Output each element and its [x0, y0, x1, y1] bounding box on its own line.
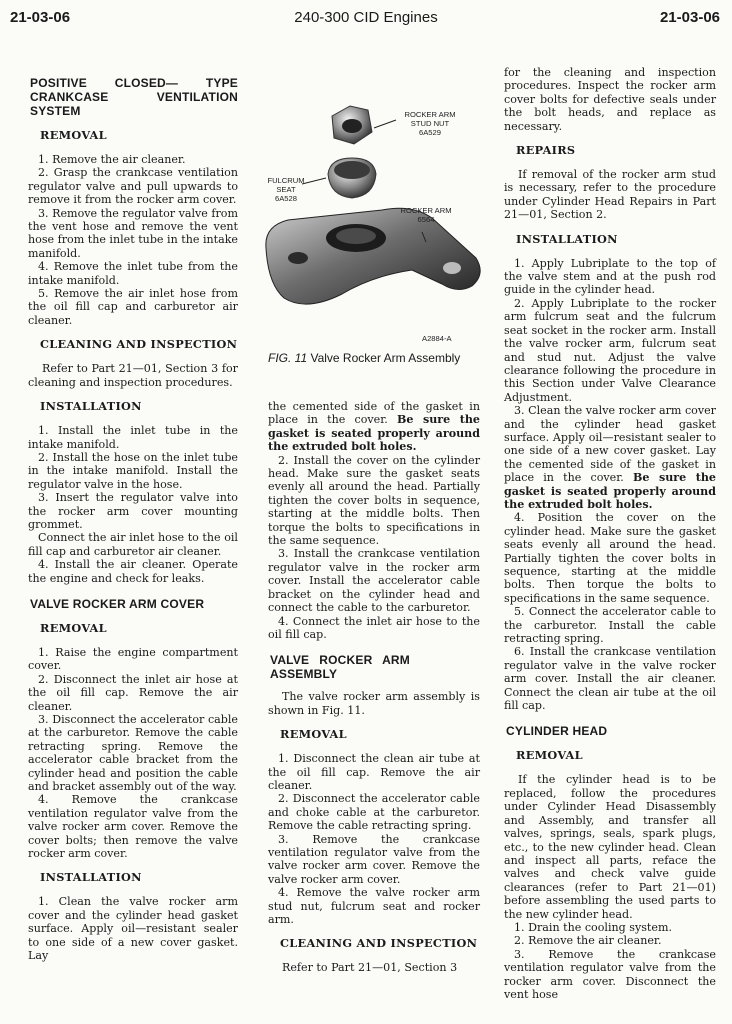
step: 2. Disconnect the inlet air hose at the oil fill cap. Remove the air cleaner. [28, 672, 238, 713]
heading-removal: REMOVAL [40, 128, 107, 142]
step: Connect the air inlet hose to the oil fill cap and carburetor air cleaner. [28, 531, 238, 558]
step: 1. Install the inlet tube in the intake manifold. [28, 424, 238, 451]
step: 3. Remove the crankcase ventilation regulator valve from the rocker arm cover. Disconnect the vent hose [504, 947, 716, 1001]
paragraph: If the cylinder head is to be replaced, follow the procedures under Cylinder Head Disassembly and Assembly, and transfer all valves, springs, seals, spark plugs, etc., to the new cylinder head. Clean and inspect all parts, reface the valves and check valve guide clearances (refer to Part 21—01) before assembling the used parts to the new cylinder head. [504, 773, 716, 921]
step: 2. Install the cover on the cylinder head. Make sure the gasket seats evenly all around the head. Partially tighten the cover bolts in sequence, starting at the middle bolts. Then torque the bolts to specifications in the same sequence. [268, 453, 480, 548]
step: 5. Connect the accelerator cable to the carburetor. Install the cable retracting spring. [504, 605, 716, 646]
paragraph: Refer to Part 21—01, Section 3 for cleaning and inspection procedures. [28, 362, 238, 389]
step: 1. Remove the air cleaner. [38, 153, 186, 166]
step: 2. Remove the air cleaner. [514, 934, 662, 948]
step: 4. Remove the valve rocker arm stud nut, fulcrum seat and rocker arm. [268, 886, 480, 926]
figure-code: A2884-A [422, 334, 452, 343]
step: 4. Install the air cleaner. Operate the engine and check for leaks. [28, 558, 238, 585]
label-fulcrum-seat: FULCRUM SEAT 6A528 [267, 176, 305, 203]
step: 6. Install the crankcase ventilation regulator valve in the valve rocker arm cover. Install the air cleaner. Connect the clean air tube at the oil fill cap. [504, 645, 716, 713]
step: 3. Install the crankcase ventilation regulator valve in the rocker arm cover. Install the accelerator cable bracket on the cylinder head and connect the cable to the carburetor. [268, 547, 480, 615]
heading-installation: INSTALLATION [516, 231, 618, 246]
column-middle [268, 400, 480, 975]
step: 3. Remove the crankcase ventilation regulator valve from the valve rocker arm cover. Remove the valve rocker arm cover. [268, 832, 480, 886]
page-number-right: 21-03-06 [659, 9, 720, 26]
step: 2. Disconnect the accelerator cable and choke cable at the carburetor. Remove the cable retracting spring. [268, 792, 480, 833]
step: 2. Apply Lubriplate to the rocker arm fulcrum seat and the fulcrum seat socket in the rocker arm. Install the valve rocker arm, fulcrum seat and stud nut. Adjust the valve clearance following the procedure in this Section under Valve Clearance Adjustment. [504, 296, 716, 404]
step: 3. Disconnect the accelerator cable at the carburetor. Remove the cable retracting spring. Remove the accelerator cable bracket from the cylinder head and position the cable and bracket assembly out of the way. [28, 713, 238, 794]
figure-number: FIG. 11 [268, 351, 308, 365]
paragraph: for the cleaning and inspection procedures. Inspect the rocker arm cover bolts for defective seals under the bolt heads, and replace as necessary. [504, 66, 716, 133]
step: 3. Remove the regulator valve from the vent hose and remove the vent hose from the inlet tube in the intake manifold. [28, 206, 238, 260]
step: 1. Apply Lubriplate to the top of the valve stem and at the push rod guide in the cylinder head. [504, 256, 716, 297]
step: 2. Grasp the crankcase ventilation regulator valve and pull upwards to remove it from the rocker arm cover. [28, 166, 238, 207]
heading-installation: INSTALLATION [40, 870, 142, 885]
step: 3. Clean the valve rocker arm cover and the cylinder head gasket surface. Apply oil—resistant sealer to one side of a new cover gasket. Lay the cemented side of the gasket in place in the cover. Be sure the gasket is seated properly around the extruded bolt holes. [504, 404, 716, 511]
step: 4. Remove the inlet tube from the intake manifold. [28, 260, 238, 287]
page-number-left: 21-03-06 [10, 9, 71, 26]
step: 1. Disconnect the clean air tube at the oil fill cap. Remove the air cleaner. [268, 752, 480, 792]
step: 3. Insert the regulator valve into the rocker arm cover mounting grommet. [28, 491, 238, 531]
label-rocker-arm: ROCKER ARM 6564 [400, 206, 452, 224]
figure-title: Valve Rocker Arm Assembly [310, 351, 461, 365]
column-right [504, 66, 716, 1001]
heading-installation: INSTALLATION [40, 399, 142, 414]
heading-pcv-system: POSITIVE CLOSED— TYPE CRANKCASE VENTILATION SYSTEM [30, 76, 238, 118]
stud-nut-shape [332, 106, 372, 144]
step: 5. Remove the air inlet hose from the oil fill cap and carburetor air cleaner. [28, 287, 238, 327]
heading-removal: REMOVAL [516, 748, 583, 763]
heading-cleaning-inspection: CLEANING AND INSPECTION [280, 936, 478, 951]
paragraph: the cemented side of the gasket in place in the cover. Be sure the gasket is seated properly around the extruded bolt holes. [268, 400, 480, 454]
label-stud-nut: ROCKER ARM STUD NUT 6A529 [404, 110, 456, 137]
step: 1. Raise the engine compartment cover. [28, 645, 238, 673]
heading-removal: REMOVAL [280, 727, 347, 742]
paragraph: If removal of the rocker arm stud is necessary, refer to the procedure under Cylinder Head Repairs in Part 21—01, Section 2. [504, 168, 716, 222]
paragraph: The valve rocker arm assembly is shown in Fig. 11. [268, 690, 480, 717]
heading-removal: REMOVAL [40, 620, 107, 635]
step: 1. Clean the valve rocker arm cover and the cylinder head gasket surface. Apply oil—resistant sealer to one side of a new cover gasket. Lay [28, 895, 238, 963]
step: 4. Position the cover on the cylinder head. Make sure the gasket seats evenly all around the head. Partially tighten the cover bolts in sequence, starting at the middle bolts. Then torque the bolts to specifications in the same sequence. [504, 511, 716, 605]
column-left [28, 66, 238, 963]
step: 1. Drain the cooling system. [514, 920, 672, 934]
figure-caption [268, 351, 488, 365]
heading-cleaning-inspection: CLEANING AND INSPECTION [40, 337, 238, 352]
running-title: 240-300 CID Engines [294, 9, 438, 26]
paragraph: Refer to Part 21—01, Section 3 [282, 961, 458, 975]
step: 4. Connect the inlet air hose to the oil fill cap. [268, 614, 480, 641]
step: 4. Remove the crankcase ventilation regulator valve from the valve rocker arm cover. Remove the cover bolts; then remove the valve rocker arm cover. [28, 793, 238, 861]
heading-valve-rocker-arm-cover: VALVE ROCKER ARM COVER [30, 596, 205, 611]
heading-repairs: REPAIRS [516, 143, 576, 158]
step: 2. Install the hose on the inlet tube in the intake manifold. Install the regulator valve in the hose. [28, 450, 238, 491]
heading-valve-rocker-arm-assembly: VALVE ROCKER ARM ASSEMBLY [270, 653, 410, 682]
fulcrum-seat-shape [328, 158, 376, 198]
heading-cylinder-head: CYLINDER HEAD [506, 724, 608, 739]
